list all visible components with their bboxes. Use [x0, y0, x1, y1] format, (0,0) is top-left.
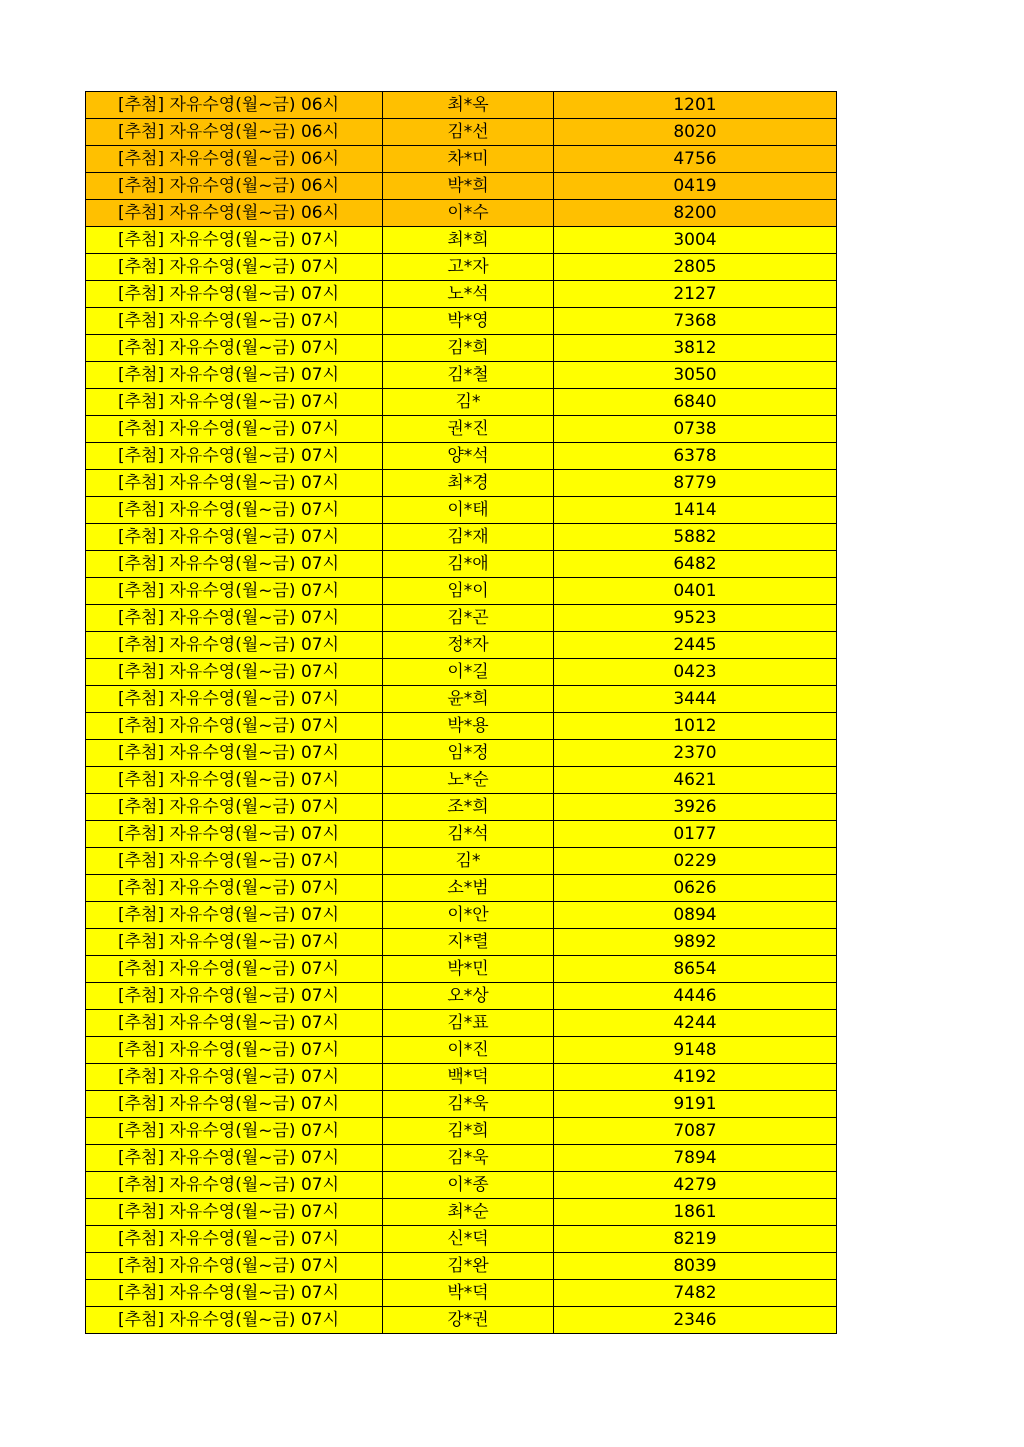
code-cell: 5882 [554, 524, 837, 551]
name-cell: 김*표 [383, 1010, 554, 1037]
name-cell: 김*희 [383, 1118, 554, 1145]
name-cell: 김*재 [383, 524, 554, 551]
table-row [86, 1091, 837, 1118]
name-cell: 박*민 [383, 956, 554, 983]
name-cell: 김* [383, 848, 554, 875]
session-cell: [추첨] 자유수영(월~금) 07시 [86, 740, 383, 767]
code-cell: 3812 [554, 335, 837, 362]
name-cell: 김*욱 [383, 1091, 554, 1118]
code-cell: 3050 [554, 362, 837, 389]
name-cell: 이*수 [383, 200, 554, 227]
name-cell: 노*석 [383, 281, 554, 308]
table-row [86, 146, 837, 173]
code-cell: 4244 [554, 1010, 837, 1037]
code-cell: 2370 [554, 740, 837, 767]
session-cell: [추첨] 자유수영(월~금) 07시 [86, 443, 383, 470]
code-cell: 0177 [554, 821, 837, 848]
table-row [86, 497, 837, 524]
name-cell: 최*옥 [383, 92, 554, 119]
name-cell: 박*영 [383, 308, 554, 335]
name-cell: 윤*희 [383, 686, 554, 713]
name-cell: 이*태 [383, 497, 554, 524]
code-cell: 8020 [554, 119, 837, 146]
session-cell: [추첨] 자유수영(월~금) 07시 [86, 848, 383, 875]
session-cell: [추첨] 자유수영(월~금) 07시 [86, 929, 383, 956]
name-cell: 노*순 [383, 767, 554, 794]
code-cell: 6378 [554, 443, 837, 470]
session-cell: [추첨] 자유수영(월~금) 07시 [86, 875, 383, 902]
name-cell: 최*경 [383, 470, 554, 497]
code-cell: 4621 [554, 767, 837, 794]
code-cell: 0419 [554, 173, 837, 200]
session-cell: [추첨] 자유수영(월~금) 07시 [86, 227, 383, 254]
session-cell: [추첨] 자유수영(월~금) 07시 [86, 416, 383, 443]
session-cell: [추첨] 자유수영(월~금) 07시 [86, 632, 383, 659]
name-cell: 강*권 [383, 1307, 554, 1334]
table-row [86, 92, 837, 119]
session-cell: [추첨] 자유수영(월~금) 07시 [86, 1307, 383, 1334]
code-cell: 7894 [554, 1145, 837, 1172]
table-row [86, 1010, 837, 1037]
name-cell: 소*범 [383, 875, 554, 902]
code-cell: 9191 [554, 1091, 837, 1118]
code-cell: 7482 [554, 1280, 837, 1307]
table-row [86, 848, 837, 875]
lottery-results-body [86, 92, 837, 1334]
code-cell: 3444 [554, 686, 837, 713]
name-cell: 김*애 [383, 551, 554, 578]
session-cell: [추첨] 자유수영(월~금) 07시 [86, 1037, 383, 1064]
code-cell: 2127 [554, 281, 837, 308]
session-cell: [추첨] 자유수영(월~금) 07시 [86, 281, 383, 308]
table-row [86, 794, 837, 821]
code-cell: 0423 [554, 659, 837, 686]
table-row [86, 119, 837, 146]
table-row [86, 1145, 837, 1172]
table-row [86, 578, 837, 605]
code-cell: 2445 [554, 632, 837, 659]
name-cell: 김*철 [383, 362, 554, 389]
name-cell: 김*욱 [383, 1145, 554, 1172]
name-cell: 조*희 [383, 794, 554, 821]
name-cell: 오*상 [383, 983, 554, 1010]
code-cell: 0229 [554, 848, 837, 875]
code-cell: 8219 [554, 1226, 837, 1253]
name-cell: 이*종 [383, 1172, 554, 1199]
session-cell: [추첨] 자유수영(월~금) 07시 [86, 659, 383, 686]
table-row [86, 1118, 837, 1145]
name-cell: 김*선 [383, 119, 554, 146]
table-row [86, 443, 837, 470]
table-row [86, 659, 837, 686]
table-row [86, 1172, 837, 1199]
session-cell: [추첨] 자유수영(월~금) 07시 [86, 524, 383, 551]
table-row [86, 1064, 837, 1091]
name-cell: 정*자 [383, 632, 554, 659]
code-cell: 8779 [554, 470, 837, 497]
code-cell: 7368 [554, 308, 837, 335]
session-cell: [추첨] 자유수영(월~금) 07시 [86, 578, 383, 605]
name-cell: 박*덕 [383, 1280, 554, 1307]
code-cell: 6840 [554, 389, 837, 416]
name-cell: 임*정 [383, 740, 554, 767]
name-cell: 고*자 [383, 254, 554, 281]
session-cell: [추첨] 자유수영(월~금) 07시 [86, 1118, 383, 1145]
code-cell: 1012 [554, 713, 837, 740]
table-row [86, 929, 837, 956]
name-cell: 지*렬 [383, 929, 554, 956]
session-cell: [추첨] 자유수영(월~금) 07시 [86, 1010, 383, 1037]
name-cell: 최*순 [383, 1199, 554, 1226]
name-cell: 이*진 [383, 1037, 554, 1064]
code-cell: 9892 [554, 929, 837, 956]
session-cell: [추첨] 자유수영(월~금) 07시 [86, 983, 383, 1010]
table-row [86, 983, 837, 1010]
session-cell: [추첨] 자유수영(월~금) 06시 [86, 92, 383, 119]
table-row [86, 1037, 837, 1064]
code-cell: 0738 [554, 416, 837, 443]
code-cell: 1861 [554, 1199, 837, 1226]
table-row [86, 686, 837, 713]
name-cell: 박*용 [383, 713, 554, 740]
code-cell: 6482 [554, 551, 837, 578]
session-cell: [추첨] 자유수영(월~금) 07시 [86, 497, 383, 524]
name-cell: 권*진 [383, 416, 554, 443]
session-cell: [추첨] 자유수영(월~금) 07시 [86, 1280, 383, 1307]
table-row [86, 335, 837, 362]
table-row [86, 362, 837, 389]
name-cell: 김*석 [383, 821, 554, 848]
name-cell: 양*석 [383, 443, 554, 470]
table-row [86, 1199, 837, 1226]
name-cell: 신*덕 [383, 1226, 554, 1253]
table-row [86, 821, 837, 848]
code-cell: 0894 [554, 902, 837, 929]
table-row [86, 416, 837, 443]
session-cell: [추첨] 자유수영(월~금) 07시 [86, 821, 383, 848]
name-cell: 최*희 [383, 227, 554, 254]
name-cell: 김*희 [383, 335, 554, 362]
code-cell: 9523 [554, 605, 837, 632]
session-cell: [추첨] 자유수영(월~금) 07시 [86, 956, 383, 983]
code-cell: 4192 [554, 1064, 837, 1091]
table-row [86, 632, 837, 659]
lottery-results-table [85, 91, 837, 1334]
table-row [86, 389, 837, 416]
code-cell: 7087 [554, 1118, 837, 1145]
code-cell: 1201 [554, 92, 837, 119]
table-row [86, 281, 837, 308]
session-cell: [추첨] 자유수영(월~금) 07시 [86, 686, 383, 713]
code-cell: 0401 [554, 578, 837, 605]
table-row [86, 1307, 837, 1334]
table-row [86, 227, 837, 254]
session-cell: [추첨] 자유수영(월~금) 07시 [86, 362, 383, 389]
name-cell: 박*희 [383, 173, 554, 200]
name-cell: 백*덕 [383, 1064, 554, 1091]
code-cell: 9148 [554, 1037, 837, 1064]
code-cell: 8654 [554, 956, 837, 983]
name-cell: 이*길 [383, 659, 554, 686]
code-cell: 4756 [554, 146, 837, 173]
table-row [86, 200, 837, 227]
session-cell: [추첨] 자유수영(월~금) 06시 [86, 200, 383, 227]
name-cell: 차*미 [383, 146, 554, 173]
table-row [86, 956, 837, 983]
session-cell: [추첨] 자유수영(월~금) 07시 [86, 335, 383, 362]
session-cell: [추첨] 자유수영(월~금) 07시 [86, 1253, 383, 1280]
session-cell: [추첨] 자유수영(월~금) 07시 [86, 902, 383, 929]
table-row [86, 173, 837, 200]
name-cell: 임*이 [383, 578, 554, 605]
session-cell: [추첨] 자유수영(월~금) 07시 [86, 1091, 383, 1118]
session-cell: [추첨] 자유수영(월~금) 06시 [86, 146, 383, 173]
table-row [86, 605, 837, 632]
session-cell: [추첨] 자유수영(월~금) 07시 [86, 1199, 383, 1226]
session-cell: [추첨] 자유수영(월~금) 07시 [86, 1226, 383, 1253]
table-row [86, 1253, 837, 1280]
table-row [86, 524, 837, 551]
code-cell: 4446 [554, 983, 837, 1010]
session-cell: [추첨] 자유수영(월~금) 06시 [86, 173, 383, 200]
session-cell: [추첨] 자유수영(월~금) 07시 [86, 713, 383, 740]
table-row [86, 713, 837, 740]
table-row [86, 767, 837, 794]
code-cell: 8200 [554, 200, 837, 227]
name-cell: 김*곤 [383, 605, 554, 632]
session-cell: [추첨] 자유수영(월~금) 07시 [86, 605, 383, 632]
code-cell: 3926 [554, 794, 837, 821]
session-cell: [추첨] 자유수영(월~금) 07시 [86, 551, 383, 578]
table-row [86, 308, 837, 335]
table-row [86, 1280, 837, 1307]
table-row [86, 1226, 837, 1253]
name-cell: 이*안 [383, 902, 554, 929]
session-cell: [추첨] 자유수영(월~금) 07시 [86, 1145, 383, 1172]
session-cell: [추첨] 자유수영(월~금) 07시 [86, 254, 383, 281]
table-row [86, 551, 837, 578]
session-cell: [추첨] 자유수영(월~금) 07시 [86, 308, 383, 335]
name-cell: 김* [383, 389, 554, 416]
table-row [86, 740, 837, 767]
table-row [86, 902, 837, 929]
table-row [86, 875, 837, 902]
code-cell: 3004 [554, 227, 837, 254]
session-cell: [추첨] 자유수영(월~금) 07시 [86, 767, 383, 794]
table-row [86, 254, 837, 281]
code-cell: 8039 [554, 1253, 837, 1280]
session-cell: [추첨] 자유수영(월~금) 07시 [86, 470, 383, 497]
name-cell: 김*완 [383, 1253, 554, 1280]
session-cell: [추첨] 자유수영(월~금) 07시 [86, 389, 383, 416]
code-cell: 1414 [554, 497, 837, 524]
code-cell: 2346 [554, 1307, 837, 1334]
code-cell: 2805 [554, 254, 837, 281]
session-cell: [추첨] 자유수영(월~금) 07시 [86, 1172, 383, 1199]
table-row [86, 470, 837, 497]
code-cell: 4279 [554, 1172, 837, 1199]
session-cell: [추첨] 자유수영(월~금) 07시 [86, 794, 383, 821]
code-cell: 0626 [554, 875, 837, 902]
session-cell: [추첨] 자유수영(월~금) 07시 [86, 1064, 383, 1091]
session-cell: [추첨] 자유수영(월~금) 06시 [86, 119, 383, 146]
